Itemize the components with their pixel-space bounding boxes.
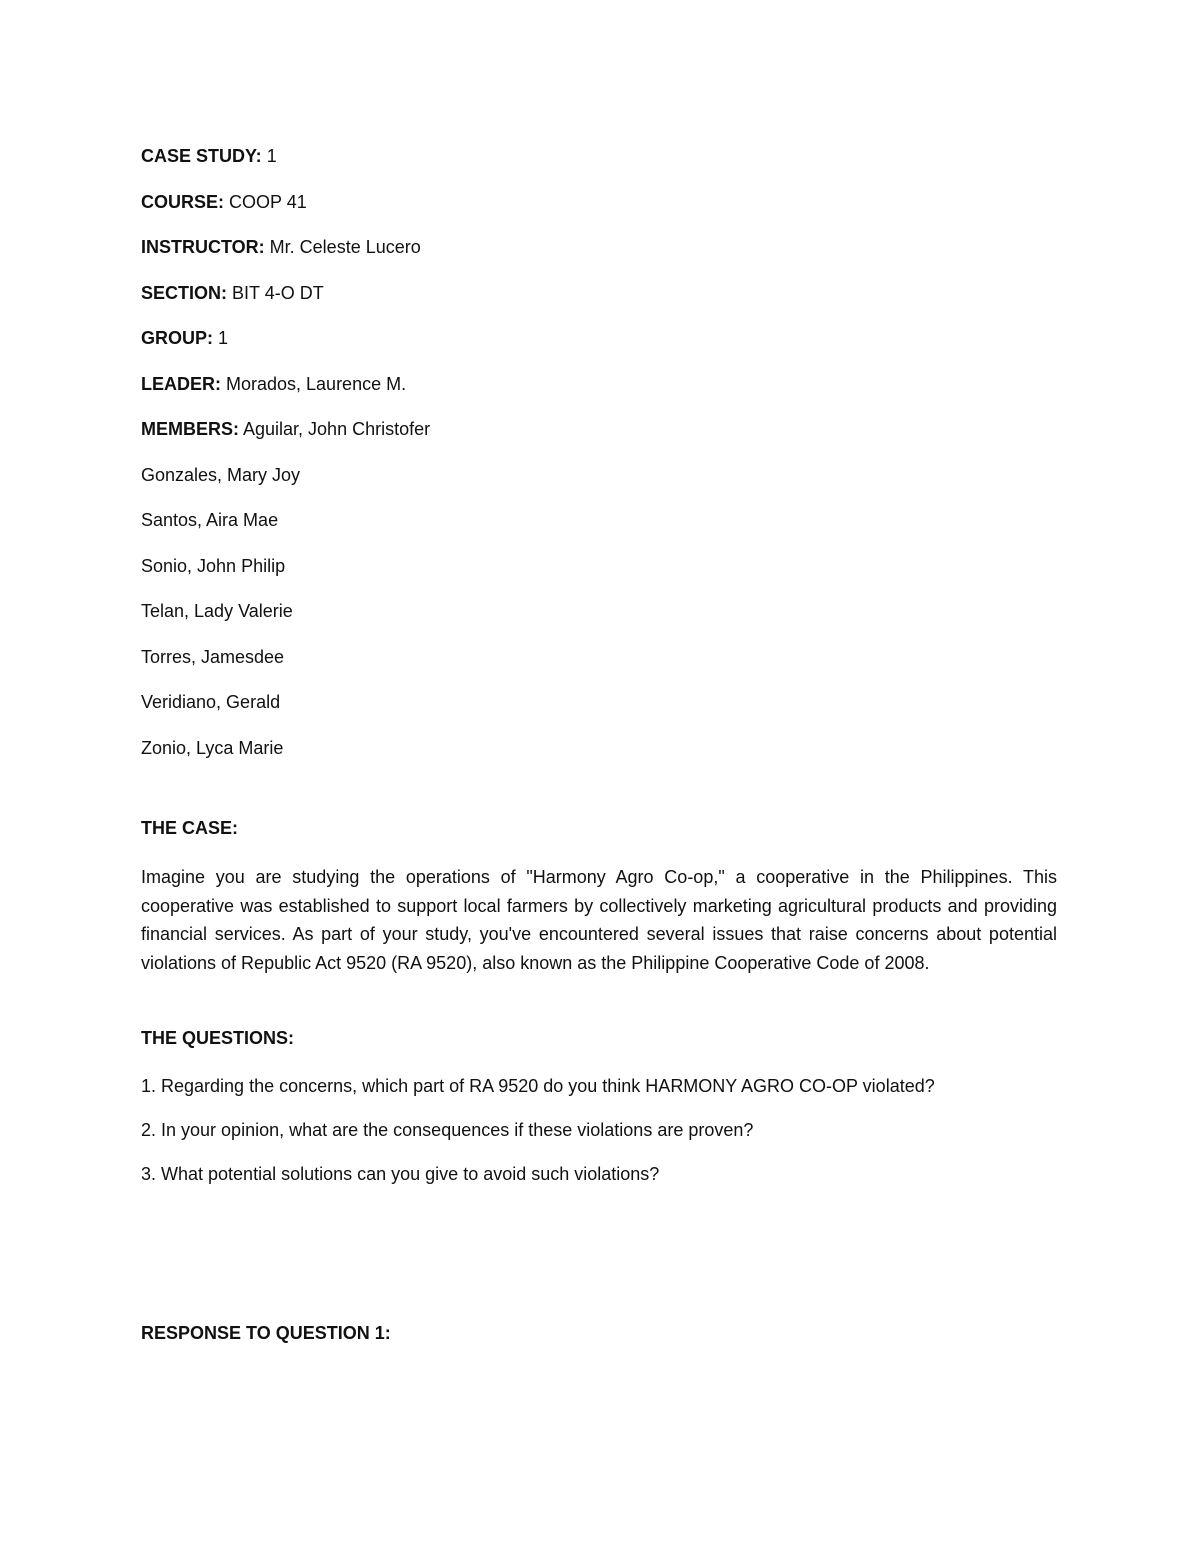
group-line (141, 325, 1057, 351)
course-line (141, 189, 1057, 215)
questions-heading: THE QUESTIONS: (141, 1028, 295, 1049)
document-content (141, 143, 1057, 1368)
leader-value: Morados, Laurence M. (221, 373, 407, 394)
leader-label: LEADER: (141, 373, 221, 394)
case-study-label: CASE STUDY: (141, 146, 262, 166)
spacer (141, 977, 1057, 1025)
question-item: 3. What potential solutions can you give to avoid such violations? (141, 1164, 660, 1185)
case-study-line (141, 143, 1057, 169)
case-study-value: 1 (261, 146, 277, 166)
group-label: GROUP: (141, 328, 213, 348)
instructor-value: Mr. Celeste Lucero (264, 237, 421, 257)
member-name: Torres, Jamesdee (141, 646, 285, 667)
leader-line (141, 371, 1057, 397)
section-label: SECTION: (141, 282, 228, 303)
case-body: Imagine you are studying the operations of "Harmony Agro Co-op," a cooperative in the Philippines. This cooperative was established to support local farmers by collectively marketing agricultural products and providing financial services. As part of your study, you've encountered several issues that raise concerns about potential violations of Republic Act 9520 (RA 9520), also known as the Philippine Cooperative Code of 2008. (141, 867, 1057, 973)
member-name: Santos, Aira Mae (141, 510, 279, 530)
question-item: 2. In your opinion, what are the consequences if these violations are proven? (141, 1120, 754, 1141)
group-value: 1 (213, 328, 229, 348)
spacer (141, 1205, 1057, 1320)
section-value: BIT 4-O DT (227, 282, 324, 303)
response-heading: RESPONSE TO QUESTION 1: (141, 1323, 391, 1344)
member-name: Aguilar, John Christofer (239, 419, 431, 439)
course-value: COOP 41 (224, 191, 307, 212)
members-label: MEMBERS: (141, 419, 239, 439)
member-name: Telan, Lady Valerie (141, 601, 293, 621)
instructor-label: INSTRUCTOR: (141, 237, 265, 257)
case-heading: THE CASE: (141, 818, 239, 838)
course-label: COURSE: (141, 191, 225, 212)
member-name: Veridiano, Gerald (141, 692, 281, 712)
members-line (141, 416, 1057, 442)
instructor-line (141, 234, 1057, 260)
section-line (141, 280, 1057, 306)
member-name: Sonio, John Philip (141, 555, 286, 576)
member-name: Zonio, Lyca Marie (141, 737, 284, 758)
member-name: Gonzales, Mary Joy (141, 464, 301, 485)
spacer (141, 780, 1057, 815)
question-item: 1. Regarding the concerns, which part of RA 9520 do you think HARMONY AGRO CO-OP violated? (141, 1076, 935, 1097)
